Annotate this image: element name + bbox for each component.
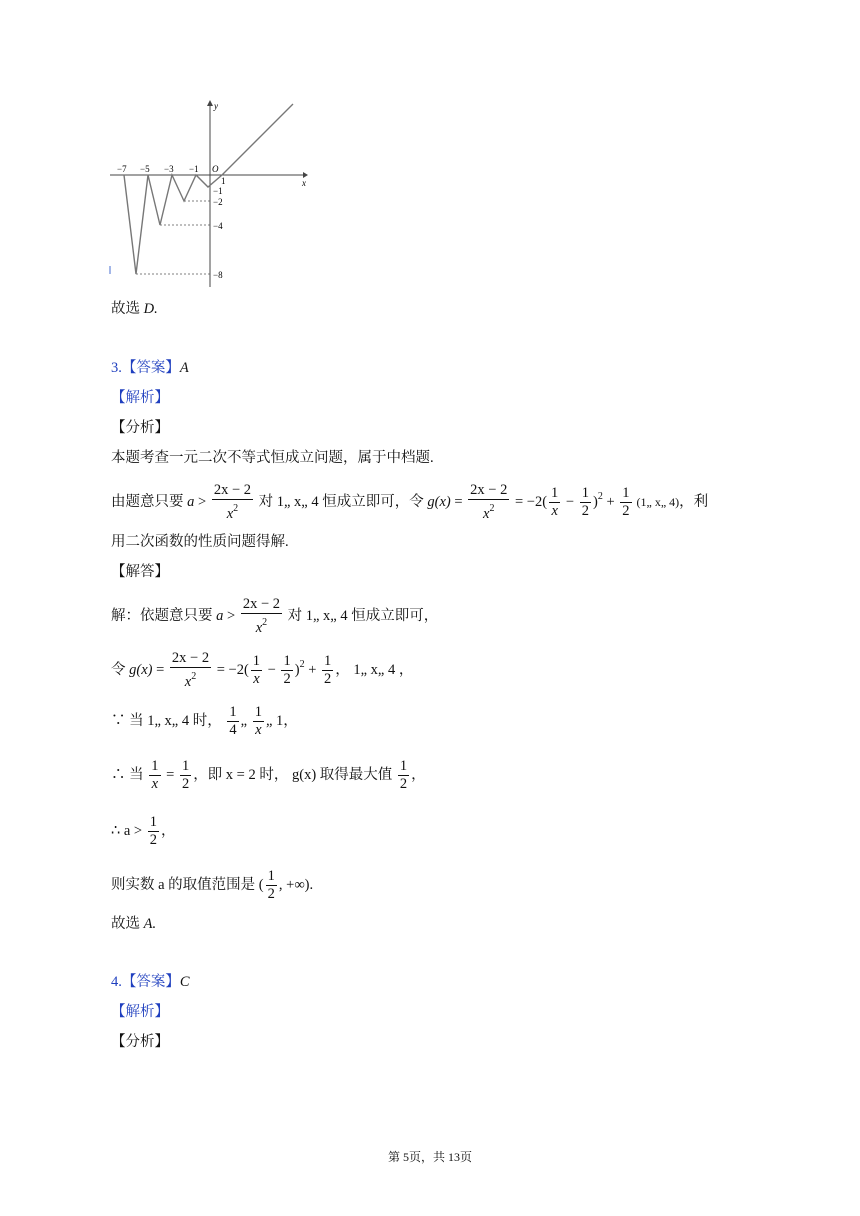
- x-axis-label: x: [302, 178, 306, 188]
- conclusion-line: 故选 A.: [111, 916, 157, 932]
- q4-number: 4.: [111, 974, 122, 990]
- y-tick-label: −4: [213, 221, 223, 231]
- solution-line: ∵ 当 1„ x„ 4 时， $\frac{1}{4}$ „ $\frac{1}{x}$ „ 1，: [111, 704, 298, 738]
- analysis-formula-line: 由题意只要 a > $\frac{2x - 2}{x^2}$ 对 1„ x„ 4 恒成立即可，令 g(x) = $\frac{2x - 2}{x^2}$ = −2( $\frac{1}{x}$ − $\frac{1}{2}$ )$^2$ + $\frac{1}{2}$ (1„ x„ 4)，利: [111, 482, 709, 522]
- function-curve: [124, 104, 293, 274]
- y-axis-label: y: [214, 101, 218, 111]
- solution-line: 解：依题意只要 a > $\frac{2x - 2}{x^2}$ 对 1„ x„ 4 恒成立即可，: [111, 596, 439, 636]
- q3-header: [111, 358, 189, 378]
- answer-tag: 【答案】: [121, 360, 180, 376]
- jieda-tag: 【解答】: [111, 564, 169, 580]
- q4-header: [111, 972, 190, 992]
- fenxi-tag: 【分析】: [111, 1034, 169, 1050]
- x-tick-label: −3: [164, 164, 174, 174]
- y-tick-label: −1: [213, 186, 223, 196]
- analysis-text: 用二次函数的性质问题得解.: [111, 534, 289, 550]
- solution-line: 令 g(x) = $\frac{2x - 2}{x^2}$ = −2( $\frac{1}{x}$ − $\frac{1}{2}$ )$^2$ + $\frac{1}{2}$ ， 1„ x„ 4 ，: [111, 650, 414, 690]
- solution-line: 则实数 a 的取值范围是 ( $\frac{1}{2}$ , +∞).: [111, 868, 314, 902]
- q4-answer: C: [179, 974, 190, 990]
- y-tick-label: −2: [213, 197, 223, 207]
- y-tick-label: −8: [213, 270, 223, 280]
- solution-line: ∴ 当 $\frac{1}{x}$ = $\frac{1}{2}$ ，即 x = 2 时， g(x) 取得最大值 $\frac{1}{2}$ ，: [111, 758, 426, 792]
- x-tick-label: −1: [189, 164, 199, 174]
- analysis-text: 本题考查一元二次不等式恒成立问题，属于中档题.: [111, 450, 434, 466]
- x-tick-label: −7: [117, 164, 127, 174]
- function-graph: [105, 100, 315, 292]
- origin-label: O: [212, 164, 219, 174]
- conclusion-line: 故选 D.: [111, 301, 158, 317]
- x-tick-label: −5: [140, 164, 150, 174]
- q3-answer: A: [179, 360, 189, 376]
- solution-line: ∴ a > $\frac{1}{2}$ ，: [111, 814, 176, 848]
- jiexi-tag: 【解析】: [111, 1004, 169, 1020]
- q3-number: 3.: [111, 360, 122, 376]
- answer-tag: 【答案】: [121, 974, 180, 990]
- page-footer: 第 5页，共 13页: [387, 1150, 472, 1164]
- y-axis-arrow: [207, 100, 213, 106]
- x-tick-label: 1: [221, 176, 226, 186]
- fenxi-tag: 【分析】: [111, 420, 169, 436]
- jiexi-tag: 【解析】: [111, 390, 169, 406]
